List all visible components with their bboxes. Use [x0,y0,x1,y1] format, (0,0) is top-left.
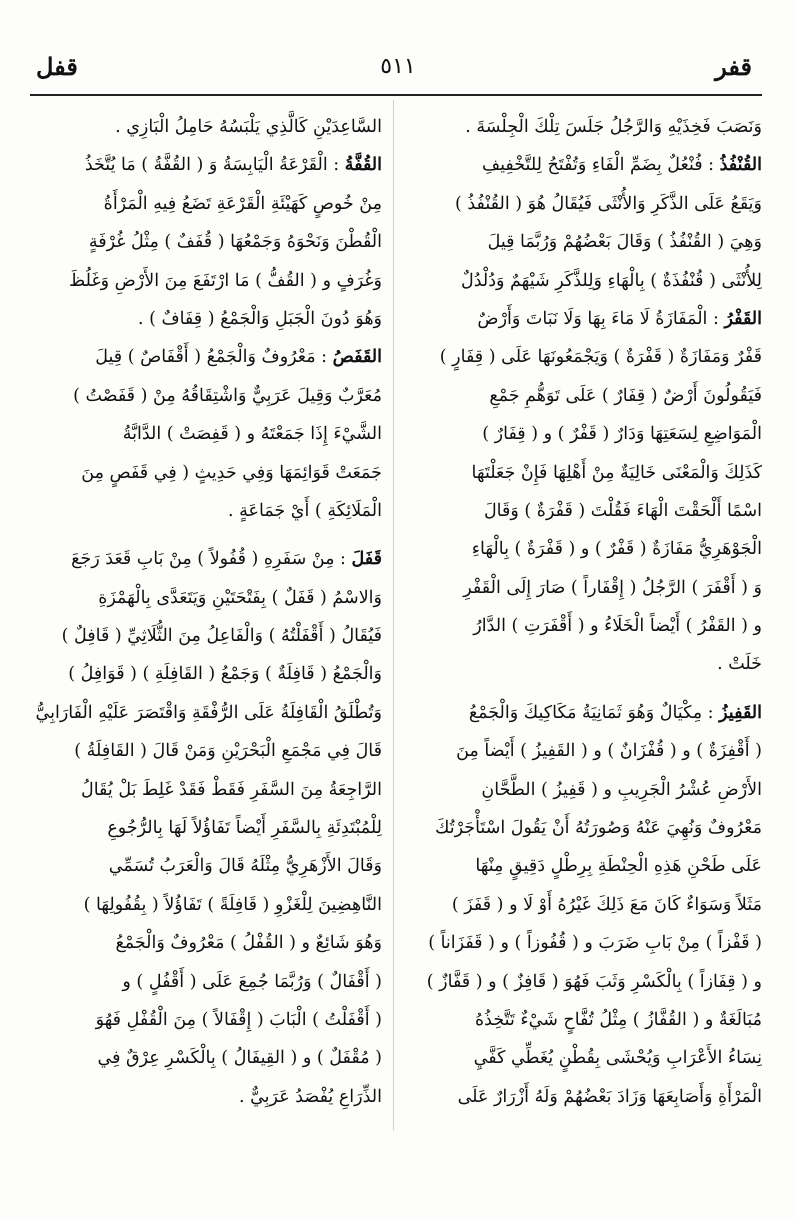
line-text: السَّاعِدَيْنِ كَالَّذِي يَلْبَسُهُ حَامِلُ الْبَازِي . [115,117,382,137]
text-line [392,645,762,683]
text-line [392,809,762,847]
text-line [392,377,762,415]
text-line [30,809,382,847]
line-text: مُعَرَّبٌ وَقِيلَ عَرَبِيٌّ وَاشْتِقَاقُهُ مِنْ ( قَفَصْتُ ) [73,385,382,406]
line-text: ( أَقْفَالٌ ) وَرُبَّمَا جُمِعَ عَلَى ( أَقْفُلٍ ) و [122,971,382,992]
line-text: الْجَوْهَرِيُّ مَفَازَةٌ ( قَفْرٌ ) و ( قَفْرَةٌ ) بِالْهَاءِ [471,539,762,560]
text-line [392,1001,762,1039]
text-line [30,694,382,732]
text-line [30,108,382,146]
header-rule [30,94,762,96]
text-line [30,300,382,338]
running-headword-right: قفر [715,52,752,81]
line-text: النَّاهِضِينَ لِلْغَزْوِ ( قَافِلَةً ) تَفَاؤُلاً ( بِقُفُولِهَا ) [83,894,382,915]
line-text: جَمَعَتْ قَوَائِمَهَا وَفِي حَدِيثٍ ( فِي قَفَصٍ مِنَ [81,462,382,483]
line-text: الأَرْضِ عُشْرُ الْجَرِيبِ و ( قَفِيزُ ) الطَّحَّانِ [481,779,762,800]
text-line [392,771,762,809]
line-text: وَهُوَ دُونَ الْجَبَلِ وَالْجَمْعُ ( قِفَافٌ ) . [137,308,382,329]
left-column [30,108,382,1116]
entry-gap [392,684,762,694]
text-line [392,847,762,885]
line-text: : مَعْرُوفٌ وَالْجَمْعُ ( أَقْفَاصٌ ) قِيلَ [95,347,333,368]
line-text: لِلأُنْثَى ( قُنْفُذَةٌ ) بِالْهَاءِ وَلِلذَّكَرِ شَيْهَمٌ وَدُلْدُلٌ [460,270,762,291]
text-line [30,454,382,492]
text-line [392,530,762,568]
line-text: مُبَالَغَةٌ و ( القُفَّازُ ) مِثْلُ تُفَّاحٍ شَيْءٌ تَتَّخِذُهُ [475,1009,762,1030]
entry-headword: القَفَصُ [332,347,382,368]
entry-headword: القَفْرُ [724,308,762,329]
text-line [30,771,382,809]
line-text: وَالاسْمُ ( قَفَلٌ ) بِفَتْحَتَيْنِ وَيَتَعَدَّى بِالْهَمْزَةِ [98,587,382,608]
line-text: لِلْمُبْتَدِئَةِ بِالسَّفَرِ أَيْضاً تَفَاؤُلاً لَهَا بِالرُّجُوعِ [107,818,382,839]
page-header [30,52,766,92]
line-text: نِسَاءُ الأَعْرَابِ وَيُحْشَى بِقُطْنٍ يُغَطِّي كَفَّيِ [473,1048,762,1069]
running-headword-left: قفل [36,52,78,81]
page-number: ٥١١ [380,54,416,79]
line-text: فَيُقَالُ ( أَقْفَلْتُهُ ) وَالْفَاعِلُ مِنَ الثُّلَاثِيِّ ( قَافِلٌ ) [61,626,382,647]
text-line [30,146,382,184]
entry-headword: القُنْفُذُ [719,155,762,176]
line-text: ( أَقْفَلْتُ ) الْبَابَ ( إِقْفَالاً ) مِنَ الْقُفْلِ فَهُوَ [95,1009,382,1030]
entry-headword: قَفَلَ [351,549,382,570]
line-text: ( قَفْزاً ) مِنْ بَابِ ضَرَبَ و ( قُفُوزاً ) و ( قَفَزَاناً ) [428,933,762,954]
line-text: : الْمَفَازَةُ لَا مَاءَ بِهَا وَلَا نَبَاتَ وَأَرْضٌ [477,308,725,329]
line-text: الْقُطْنَ وَنَحْوَهُ وَجَمْعُهَا ( قُفَفٌ ) مِثْلُ غُرْفَةٍ [88,232,382,253]
text-line [30,1039,382,1077]
text-line [30,1001,382,1039]
line-text: وَالْجَمْعُ ( قَافِلَةٌ ) وَجَمْعُ ( القَافِلَةِ ) ( قَوَافِلُ ) [68,664,382,685]
entry-headword: القَفِيزُ [719,702,762,723]
text-line [30,886,382,924]
text-line [392,963,762,1001]
line-text: كَذَلِكَ وَالْمَعْنَى خَالِيَةٌ مِنْ أَهْلِهَا فَإِنْ جَعَلْتَهَا [471,462,762,483]
text-line [30,540,382,578]
line-text: اسْمًا أَلْحَقْتَ الْهَاءَ فَقُلْتَ ( قَفْرَةٌ ) وَقَالَ [483,500,762,521]
text-line [30,492,382,530]
line-text: قَالَ فِي مَجْمَعِ الْبَحْرَيْنِ وَمَنْ قَالَ ( القَافِلَةُ ) [74,741,382,762]
text-line [392,492,762,530]
text-line [30,377,382,415]
text-line [30,185,382,223]
text-line [392,108,762,146]
entry-headword: القُفَّةُ [344,155,382,176]
line-text: الْمَوَاضِعِ لِسَعَتِهَا وَدَارٌ ( قَفْرٌ ) و ( قِفَارٌ ) [482,424,762,445]
text-line [30,223,382,261]
column-divider [393,100,394,1130]
text-line [392,1039,762,1077]
text-line [30,924,382,962]
line-text: وَهِيَ ( القُنْفُذُ ) وَقَالَ بَعْضُهُمْ وَرُبَّمَا قِيلَ [487,232,762,253]
text-line [392,694,762,732]
line-text: مَثَلاً وَسَوَاءٌ كَانَ مَعَ ذَلِكَ غَيْرُهُ أَوْ لَا و ( قَفَزَ ) [451,894,762,915]
line-text: وَغُرَفٍ و ( القُفُّ ) مَا ارْتَفَعَ مِنَ الأَرْضِ وَغَلُظَ [69,270,382,291]
text-line [30,579,382,617]
line-text: الذِّرَاعِ يُفْصَدُ عَرَبِيٌّ . [238,1086,382,1107]
line-text: : مِنْ سَفَرِهِ ( قُفُولاً ) مِنْ بَابِ قَعَدَ رَجَعَ [71,549,352,570]
line-text: : الْقَرْعَةُ الْيَابِسَةُ وَ ( القُفَّةُ ) مَا يُتَّخَذُ [84,155,345,176]
text-line [30,262,382,300]
text-line [30,847,382,885]
line-text: مِنْ خُوصٍ كَهَيْئَةِ الْقَرْعَةِ تَضَعُ فِيهِ الْمَرْأَةُ [103,193,382,214]
text-line [392,146,762,184]
text-line [392,924,762,962]
line-text: قَفْرٌ وَمَفَازَةٌ ( قَفْرَةٌ ) وَيَجْمَعُونَهَا عَلَى ( قِفَارٍ ) [439,347,762,368]
text-line [392,300,762,338]
text-line [30,415,382,453]
line-text: فَيَقُولُونَ أَرْضٌ ( قِفَارٌ ) عَلَى تَوَهُّمِ جَمْعِ [489,385,762,406]
text-line [30,617,382,655]
text-line [392,1078,762,1116]
line-text: : مِكْيَالٌ وَهُوَ ثَمَانِيَةُ مَكَاكِيكَ وَالْجَمْعُ [468,702,720,723]
text-line [392,262,762,300]
text-line [392,185,762,223]
line-text: وَهُوَ شَائِعٌ و ( القُفْلُ ) مَعْرُوفٌ وَالْجَمْعُ [115,933,382,954]
line-text: وَ ( أَقْفَرَ ) الرَّجُلُ ( إِقْفَاراً ) صَارَ إِلَى الْقَفْرِ [463,577,762,598]
text-line [30,1078,382,1116]
text-line [30,338,382,376]
entry-gap [30,530,382,540]
text-line [392,454,762,492]
line-text: عَلَى طَحْنِ هَذِهِ الْحِنْطَةِ بِرِطْلٍ دَقِيقٍ مِنْهَا [475,856,762,877]
text-line [392,415,762,453]
line-text: : فُنْعُلٌ بِضَمِّ الْفَاءِ وَتُفْتَحُ لِلتَّخْفِيفِ [482,155,720,176]
right-column [392,108,762,1116]
line-text: مَعْرُوفٌ وَنُهِيَ عَنْهُ وَصُورَتُهُ أَنْ يَقُولَ اسْتَأْجَرْتُكَ [435,818,762,839]
text-line [392,338,762,376]
text-line [30,732,382,770]
line-text: ( مُقْفَلٌ ) و ( القِيفَالُ ) بِالْكَسْرِ عِرْقٌ فِي [97,1048,382,1069]
line-text: وَتُطْلَقُ الْقَافِلَةُ عَلَى الرُّفْقَةِ وَاقْتَصَرَ عَلَيْهِ الْفَارَابِيُّ [35,702,382,723]
line-text: و ( القَفْرُ ) أَيْضاً الْخَلَاءُ و ( أَقْفَرَتِ ) الدَّارُ [473,616,762,637]
line-text: ( أَقْفِزَةٌ ) و ( قُفْزَانٌ ) و ( القَفِيزُ ) أَيْضاً مِنَ [456,741,762,762]
line-text: وَنَصَبَ فَخِذَيْهِ وَالرَّجُلُ جَلَسَ تِلْكَ الْجِلْسَةَ . [465,117,762,137]
text-line [392,223,762,261]
line-text: الرَّاجِعَةُ مِنَ السَّفَرِ فَقَطْ فَقَدْ غَلِطَ بَلْ يُقَالُ [81,779,382,800]
text-line [392,886,762,924]
line-text: الْمَلَائِكَةِ ) أَيْ جَمَاعَةٍ . [228,500,382,521]
text-line [392,732,762,770]
line-text: الشَّيْءَ إِذَا جَمَعْتَهُ و ( قَفِصَتْ ) الدَّابَّةُ [122,424,382,445]
text-line [392,569,762,607]
text-line [30,963,382,1001]
text-line [30,655,382,693]
line-text: خَلَتْ . [717,654,762,675]
line-text: وَيَقَعُ عَلَى الذَّكَرِ وَالأُنْثَى فَيُقَالُ هُوَ ( القُنْفُذُ ) [454,193,762,214]
line-text: وَقَالَ الأَزْهَرِيُّ مِثْلَهُ قَالَ وَالْعَرَبُ تُسَمِّي [108,856,382,877]
text-line [392,607,762,645]
line-text: الْمَرْأَةِ وَأَصَابِعَهَا وَزَادَ بَعْضُهُمْ وَلَهُ أَزْرَارٌ عَلَى [457,1086,762,1107]
line-text: و ( قِفَازاً ) بِالْكَسْرِ وَثَبَ فَهُوَ ( قَافِزٌ ) و ( قَفَّازٌ ) [426,971,762,992]
